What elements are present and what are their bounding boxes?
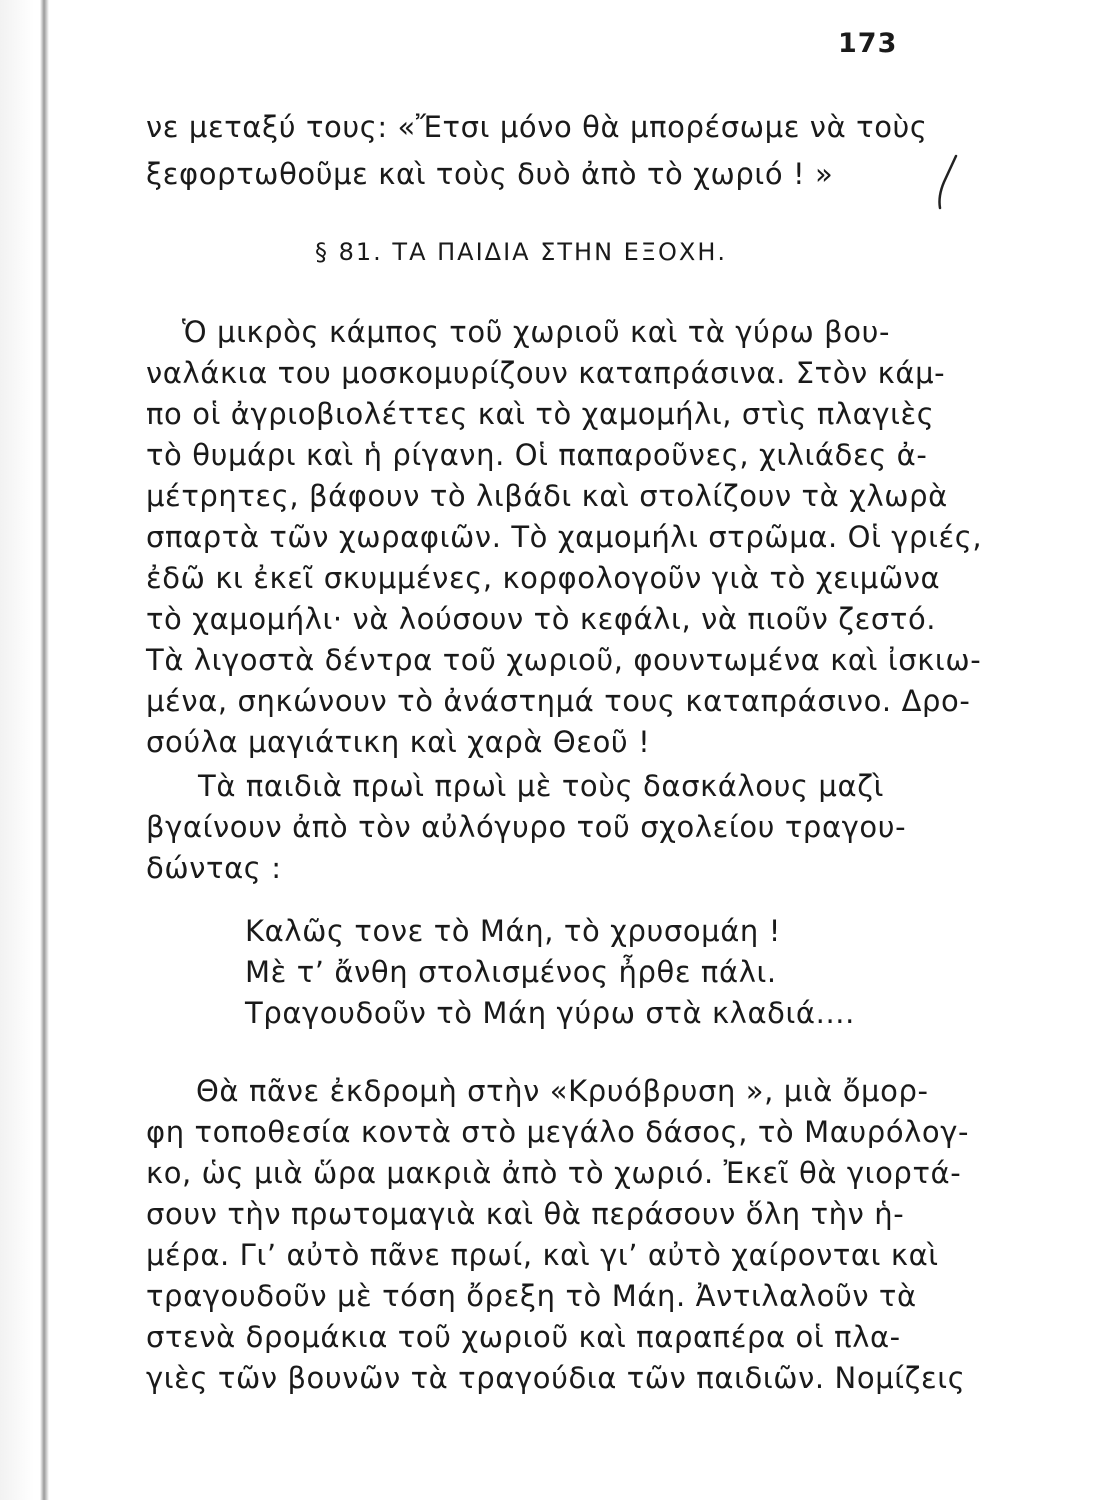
text-line: πο οἱ ἀγριοβιολέττες καὶ τὸ χαμομήλι, στὶς πλαγιὲς — [146, 397, 935, 431]
text-line: τραγουδοῦν μὲ τόση ὄρεξη τὸ Μάη. Ἀντιλαλοῦν τὰ — [146, 1279, 917, 1313]
text-line: ξεφορτωθοῦμε καὶ τοὺς δυὸ ἀπὸ τὸ χωριό ! » — [146, 157, 834, 191]
text-line: γιὲς τῶν βουνῶν τὰ τραγούδια τῶν παιδιῶν. Νομίζεις — [146, 1361, 966, 1395]
verse-line: Τραγουδοῦν τὸ Μάη γύρω στὰ κλαδιά.... — [245, 996, 855, 1030]
text-line: σπαρτὰ τῶν χωραφιῶν. Τὸ χαμομήλι στρῶμα. Οἱ γριές, — [146, 520, 983, 554]
section-heading: § 81. ΤΑ ΠΑΙΔΙΑ ΣΤΗΝ ΕΞΟΧΗ. — [315, 238, 728, 266]
handwritten-slash-mark — [932, 152, 962, 212]
text-line: μέτρητες, βάφουν τὸ λιβάδι καὶ στολίζουν τὰ χλωρὰ — [146, 479, 948, 513]
text-line: Τὰ λιγοστὰ δέντρα τοῦ χωριοῦ, φουντωμένα καὶ ἰσκιω- — [146, 643, 982, 677]
text-line: Ὁ μικρὸς κάμπος τοῦ χωριοῦ καὶ τὰ γύρω βου- — [182, 315, 891, 349]
text-line: τὸ θυμάρι καὶ ἡ ρίγανη. Οἱ παπαροῦνες, χιλιάδες ἀ- — [146, 438, 928, 472]
text-line: τὸ χαμομήλι· νὰ λούσουν τὸ κεφάλι, νὰ πιοῦν ζεστό. — [146, 602, 937, 636]
text-line: βγαίνουν ἀπὸ τὸν αὐλόγυρο τοῦ σχολείου τραγου- — [146, 810, 907, 844]
text-line: μένα, σηκώνουν τὸ ἀνάστημά τους καταπράσινο. Δρο- — [146, 684, 971, 718]
text-line: κο, ὡς μιὰ ὥρα μακριὰ ἀπὸ τὸ χωριό. Ἐκεῖ θὰ γιορτά- — [146, 1156, 962, 1190]
page-number: 173 — [838, 28, 898, 59]
verse-line: Μὲ τ’ ἄνθη στολισμένος ἦρθε πάλι. — [245, 955, 777, 989]
text-line: φη τοποθεσία κοντὰ στὸ μεγάλο δάσος, τὸ Μαυρόλογ- — [146, 1115, 970, 1149]
text-line: νε μεταξύ τους: «Ἔτσι μόνο θὰ μπορέσωμε νὰ τοὺς — [146, 110, 928, 144]
text-line: ναλάκια του μοσκομυρίζουν καταπράσινα. Στὸν κάμ- — [146, 356, 946, 390]
text-line: σουν τὴν πρωτομαγιὰ καὶ θὰ περάσουν ὅλη τὴν ἡ- — [146, 1197, 905, 1231]
text-line: στενὰ δρομάκια τοῦ χωριοῦ καὶ παραπέρα οἱ πλα- — [146, 1320, 901, 1354]
text-line: δώντας : — [146, 851, 282, 885]
text-line: μέρα. Γι’ αὐτὸ πᾶνε πρωί, καὶ γι’ αὐτὸ χαίρονται καὶ — [146, 1238, 939, 1272]
book-spine-shadow — [0, 0, 52, 1500]
verse-line: Καλῶς τονε τὸ Μάη, τὸ χρυσομάη ! — [245, 914, 781, 948]
text-line: ἐδῶ κι ἐκεῖ σκυμμένες, κορφολογοῦν γιὰ τὸ χειμῶνα — [146, 561, 941, 595]
text-line: Τὰ παιδιὰ πρωὶ πρωὶ μὲ τοὺς δασκάλους μαζὶ — [198, 769, 884, 803]
text-line: Θὰ πᾶνε ἐκδρομὴ στὴν «Κρυόβρυση », μιὰ ὄμορ- — [196, 1074, 929, 1108]
text-line: σούλα μαγιάτικη καὶ χαρὰ Θεοῦ ! — [146, 725, 651, 759]
